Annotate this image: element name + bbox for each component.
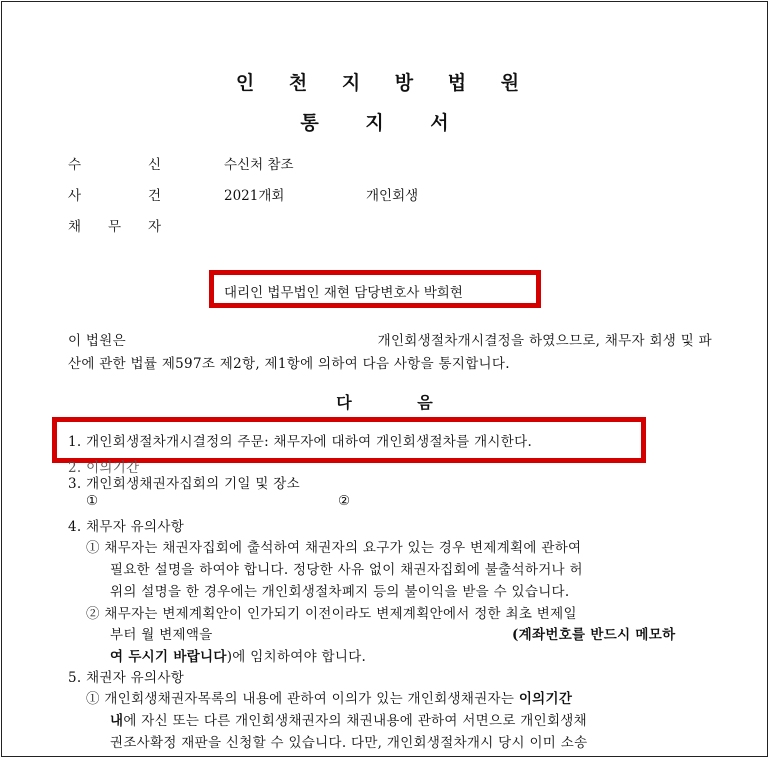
debtor-label-c: 자	[148, 219, 162, 235]
item3-text: 3. 개인회생채권자집회의 기일 및 장소	[68, 476, 300, 492]
item4-2-line-b: 부터 월 변제액을	[110, 627, 213, 643]
da-eum-heading: 다 음	[336, 393, 433, 412]
court-name: 인 천 지 방 법 원	[235, 72, 534, 94]
debtor-label-a: 채	[68, 219, 82, 235]
item4-2-line-c	[110, 645, 366, 665]
item5-1-line-c: 권조사확정 재판을 신청할 수 있습니다. 다만, 개인회생절차개시 당시 이미 소송	[110, 735, 588, 751]
item2-text-obscured: 2. 이의기간	[68, 460, 140, 476]
intro-line1-end: 개인회생절차개시결정을 하였으므로, 채무자 회생 및 파	[377, 333, 712, 349]
item3-circle1: ①	[86, 493, 99, 509]
recipient-value: 수신처 참조	[224, 157, 294, 173]
recipient-label-a: 수	[68, 157, 82, 173]
case-label-a: 사	[68, 188, 82, 204]
item4-text: 4. 채무자 유의사항	[68, 519, 185, 535]
item4-2-line-c-bold: 여 두시기 바랍니다	[110, 649, 227, 665]
notice-document	[1, 1, 768, 757]
item1-text: 1. 개인회생절차개시결정의 주문: 채무자에 대하여 개인회생절차를 개시한다.	[68, 434, 533, 450]
item5-1-line-b-text: 에 자신 또는 다른 개인회생채권자의 채권내용에 관하여 서면으로 개인회생채	[123, 713, 587, 729]
item4-1-line-a: ① 채무자는 채권자집회에 출석하여 채권자의 요구가 있는 경우 변제계획에 관하여	[86, 540, 582, 556]
intro-line2: 산에 관한 법률 제597조 제2항, 제1항에 의하여 다음 사항을 통지합니다.	[68, 356, 510, 372]
item3-circle2: ②	[338, 493, 351, 509]
item4-2-line-c-rest: )에 임치하여야 합니다.	[226, 649, 367, 665]
item5-1-line-a-text: ① 개인회생채권자목록의 내용에 관하여 이의가 있는 개인회생채권자는	[86, 691, 515, 707]
item4-1-line-b: 필요한 설명을 하여야 합니다. 정당한 사유 없이 채권자집회에 불출석하거나 허	[110, 562, 583, 578]
item5-1-line-a-bold: 이의기간	[518, 691, 573, 707]
item4-2-line-a: ② 채무자는 변제계획안이 인가되기 이전이라도 변제계획안에서 정한 최초 변제일	[86, 606, 577, 622]
item5-1-line-b-bold: 내	[110, 713, 124, 729]
item4-2-line-b-bold: (계좌번호를 반드시 메모하	[512, 627, 676, 643]
intro-line1-start: 이 법원은	[68, 333, 126, 349]
case-label-b: 건	[148, 188, 162, 204]
item5-text: 5. 채권자 유의사항	[68, 670, 185, 686]
recipient-label-b: 신	[148, 157, 162, 173]
document-title: 통 지 서	[300, 112, 469, 134]
item4-1-line-c: 위의 설명을 한 경우에는 개인회생절차폐지 등의 불이익을 받을 수 있습니다.	[110, 584, 570, 600]
agent-text: 대리인 법무법인 재현 담당변호사 박희현	[224, 285, 463, 301]
item5-1-line-b	[110, 709, 587, 729]
item5-1-line-a	[86, 687, 572, 707]
case-number: 2021개회	[224, 188, 285, 204]
debtor-label-b: 무	[108, 219, 122, 235]
case-type: 개인회생	[366, 188, 419, 204]
